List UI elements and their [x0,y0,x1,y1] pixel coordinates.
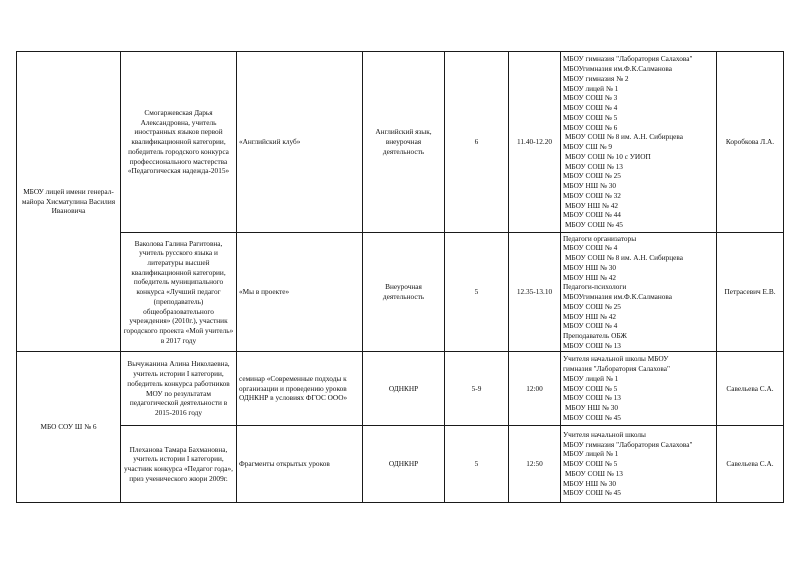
subject-cell: Внеурочная деятельность [363,233,445,352]
teacher-cell: Вычужанина Алина Николаевна, учитель истории I категории, победитель конкурса работников МОУ по результатам педагогической деятельности в 2015-2016 году [121,352,237,426]
participant-line: МБОУ СОШ № 10 с УИОП [565,151,651,161]
participant-line: МБОУ СОШ № 25 [563,301,621,311]
participant-line: МБОУ гимназия "Лаборатория Салахова" [563,439,693,449]
responsible-cell: Коробкова Л.А. [717,52,784,233]
participant-line: МБОУ СОШ № 5 [563,112,618,122]
topic-cell: «Мы в проекте» [237,233,363,352]
table-row [17,52,784,233]
participants-cell [561,233,717,352]
time-cell: 11.40-12.20 [509,52,561,233]
participant-line: МБОУ СОШ № 45 [563,488,621,498]
subject-cell: ОДНКНР [363,352,445,426]
participant-line: МБОУ НШ № 30 [563,181,617,190]
participant-line: МБОУ СОШ № 13 [565,468,623,478]
responsible-cell: Савельева С.А. [717,426,784,503]
topic-cell: Фрагменты открытых уроков [237,426,363,503]
topic-cell: «Английский клуб» [237,52,363,233]
participant-line: МБОУ НШ № 30 [565,403,619,413]
participant-line: МБОУ СОШ № 4 [563,243,618,253]
participant-line: МБОУ СОШ № 32 [563,190,621,200]
teacher-cell: Смогаржевская Дарья Александровна, учитель иностранных языков первой квалификационной категории, победитель городского конкурса профессионального мастерства «Педагогическая надежда-2015» [121,52,237,233]
teacher-cell: Плеханова Тамара Бахмановна, учитель истории I категории, участник конкурса «Педагог года», приз ученического жюри 2009г. [121,426,237,503]
time-cell: 12.35-13.10 [509,233,561,352]
participant-line: МБОУ СОШ № 13 [563,340,621,350]
participant-line: МБОУ СОШ № 8 им. А.Н. Сибирцева [565,253,684,262]
participant-line: МБОУ СОШ № 25 [563,171,621,181]
time-cell: 12:00 [509,352,561,426]
grade-cell: 6 [445,52,509,233]
teacher-cell: Ваколова Галина Рагитовна, учитель русского языка и литературы высшей квалификационной категории, победитель муниципального конкурса «Лучший педагог (преподаватель) общеобразовательного учреждения» (2010г.), участник городского проекта «Мой учитель» в 2017 году [121,233,237,352]
participant-line: МБОУ лицей № 1 [563,449,619,459]
participant-line: Педагоги организаторы [563,233,637,243]
participant-line: МБОУ СШ № 9 [563,142,612,151]
participant-line: МБОУгимназия им.Ф.К.Салманова [563,292,673,301]
participant-line: МБОУ НШ № 30 [563,262,617,272]
institution-cell: МБОУ лицей имени генерал-майора Хисматулина Василия Ивановича [17,52,121,352]
participant-line: МБОУ СОШ № 4 [563,321,618,331]
participant-line: МБОУ СОШ № 45 [563,412,621,422]
table-row [17,426,784,503]
participant-line: МБОУ СОШ № 8 им. А.Н. Сибирцева [565,132,684,142]
grade-cell: 5-9 [445,352,509,426]
participant-line: МБОУ СОШ № 5 [563,459,618,469]
responsible-cell: Савельева С.А. [717,352,784,426]
participant-line: МБОУ лицей № 1 [563,83,619,93]
open-lessons-schedule-table [16,51,784,503]
topic-cell: семинар «Современные подходы к организации и проведению уроков ОДНКНР в условиях ФГОС ООО» [237,352,363,426]
subject-cell: Английский язык, внеурочная деятельность [363,52,445,233]
participant-line: МБОУ СОШ № 4 [563,103,618,112]
participant-line: МБОУ СОШ № 13 [565,161,623,171]
subject-cell: ОДНКНР [363,426,445,503]
grade-cell: 5 [445,426,509,503]
table-row [17,352,784,426]
participant-line: МБОУ СОШ № 5 [563,383,618,393]
participant-line: Преподаватель ОБЖ [563,331,627,340]
participant-line: МБОУ НШ № 42 [563,311,617,321]
participant-line: МБОУ СОШ № 3 [563,93,618,103]
participant-line: МБОУ СОШ № 6 [563,122,618,132]
participant-line: Учителя начальной школы [563,429,646,439]
institution-cell: МБО СОУ Ш № 6 [17,352,121,503]
participant-line: МБОУ гимназия № 2 [563,73,629,83]
participant-line: МБОУ НШ № 42 [565,200,619,210]
participant-line: МБОУ НШ № 30 [563,478,617,488]
participant-line: МБОУ СОШ № 44 [563,210,621,220]
participant-line: МБОУ гимназия "Лаборатория Салахова" [563,54,693,64]
grade-cell: 5 [445,233,509,352]
participant-line: МБОУ лицей № 1 [563,373,619,383]
time-cell: 12:50 [509,426,561,503]
participant-line: Учителя начальной школы МБОУ [563,354,669,364]
participants-cell [561,352,717,426]
participant-line: МБОУгимназия им.Ф.К.Салманова [563,64,673,73]
responsible-cell: Петрасевич Е.В. [717,233,784,352]
participants-cell [561,52,717,233]
participant-line: МБОУ СОШ № 45 [565,220,623,229]
participant-line: Педагоги-психологи [563,282,627,292]
participants-cell [561,426,717,503]
participant-line: гимназия "Лаборатория Салахова" [563,364,670,374]
participant-line: МБОУ СОШ № 13 [563,393,621,403]
participant-line: МБОУ НШ № 42 [563,272,617,282]
table-row [17,233,784,352]
